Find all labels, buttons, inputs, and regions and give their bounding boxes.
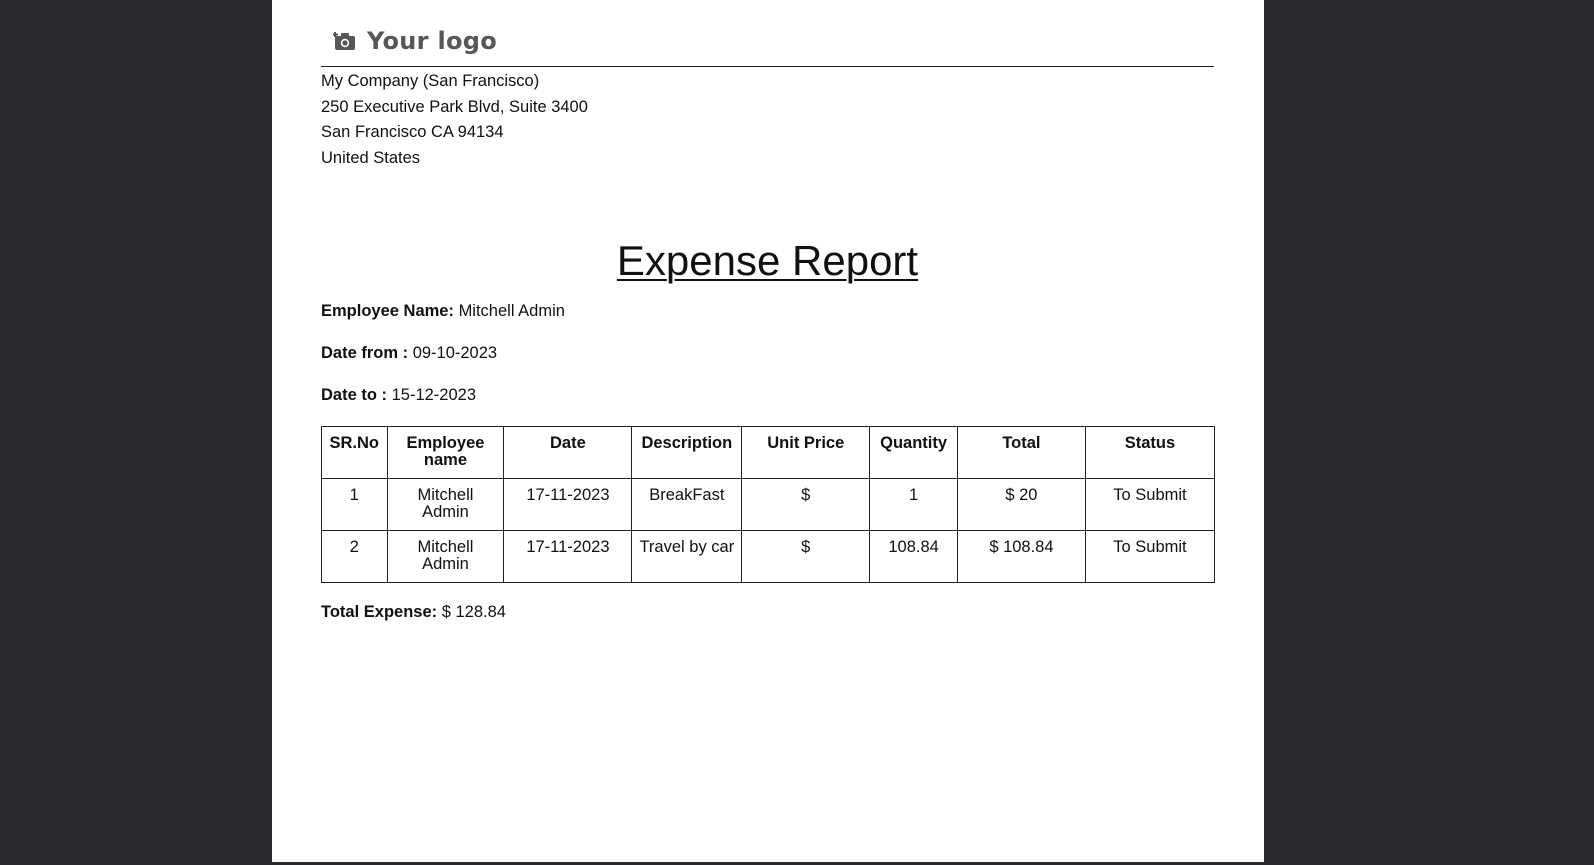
date-to-label: Date to : xyxy=(321,386,387,404)
table-cell: $ 20 xyxy=(957,479,1085,531)
total-expense-value: $ 128.84 xyxy=(441,603,506,621)
company-city: San Francisco CA 94134 xyxy=(321,123,504,141)
total-expense-label: Total Expense: xyxy=(321,603,438,621)
page-content xyxy=(321,0,1214,622)
date-to-value: 15-12-2023 xyxy=(391,386,476,404)
employee-name-label: Employee Name: xyxy=(321,302,454,320)
camera-icon xyxy=(333,31,357,51)
company-country: United States xyxy=(321,148,421,167)
table-row xyxy=(322,531,1215,583)
table-cell: 1 xyxy=(870,479,958,531)
column-header: Unit Price xyxy=(742,427,870,479)
report-title: Expense Report xyxy=(616,237,919,284)
table-cell: 17-11-2023 xyxy=(504,531,632,583)
column-header: Date xyxy=(504,427,632,479)
table-cell: 1 xyxy=(322,479,388,531)
date-from-value: 09-10-2023 xyxy=(412,344,498,362)
date-from-label: Date from : xyxy=(321,344,409,362)
table-cell: 108.84 xyxy=(870,531,958,583)
column-header: Status xyxy=(1085,427,1214,479)
table-cell: $ 108.84 xyxy=(957,531,1085,583)
company-address xyxy=(321,69,1214,171)
date-to-line xyxy=(321,385,1214,405)
employee-name-value: Mitchell Admin xyxy=(458,302,565,320)
table-cell: Travel by car xyxy=(632,531,742,583)
column-header: Employee name xyxy=(387,427,504,479)
table-cell: To Submit xyxy=(1085,531,1214,583)
column-header: Total xyxy=(957,427,1085,479)
total-expense-line xyxy=(321,603,1214,622)
table-cell: $ xyxy=(742,531,870,583)
table-cell: BreakFast xyxy=(632,479,742,531)
company-name: My Company (San Francisco) xyxy=(321,72,540,90)
date-from-line xyxy=(321,343,1214,363)
expense-table xyxy=(321,426,1215,583)
table-header-row xyxy=(322,427,1215,479)
table-cell: $ xyxy=(742,479,870,531)
table-cell: 2 xyxy=(322,531,388,583)
column-header: Quantity xyxy=(870,427,958,479)
table-cell: Mitchell Admin xyxy=(387,531,504,583)
logo-text: Your logo xyxy=(367,27,498,55)
table-cell: 17-11-2023 xyxy=(504,479,632,531)
table-cell: Mitchell Admin xyxy=(387,479,504,531)
report-header xyxy=(321,0,1214,67)
column-header: Description xyxy=(632,427,742,479)
table-cell: To Submit xyxy=(1085,479,1214,531)
report-page xyxy=(272,0,1264,862)
employee-name-line xyxy=(321,301,1214,321)
table-row xyxy=(322,479,1215,531)
column-header: SR.No xyxy=(322,427,388,479)
company-street: 250 Executive Park Blvd, Suite 3400 xyxy=(321,97,588,116)
company-logo xyxy=(333,27,497,55)
